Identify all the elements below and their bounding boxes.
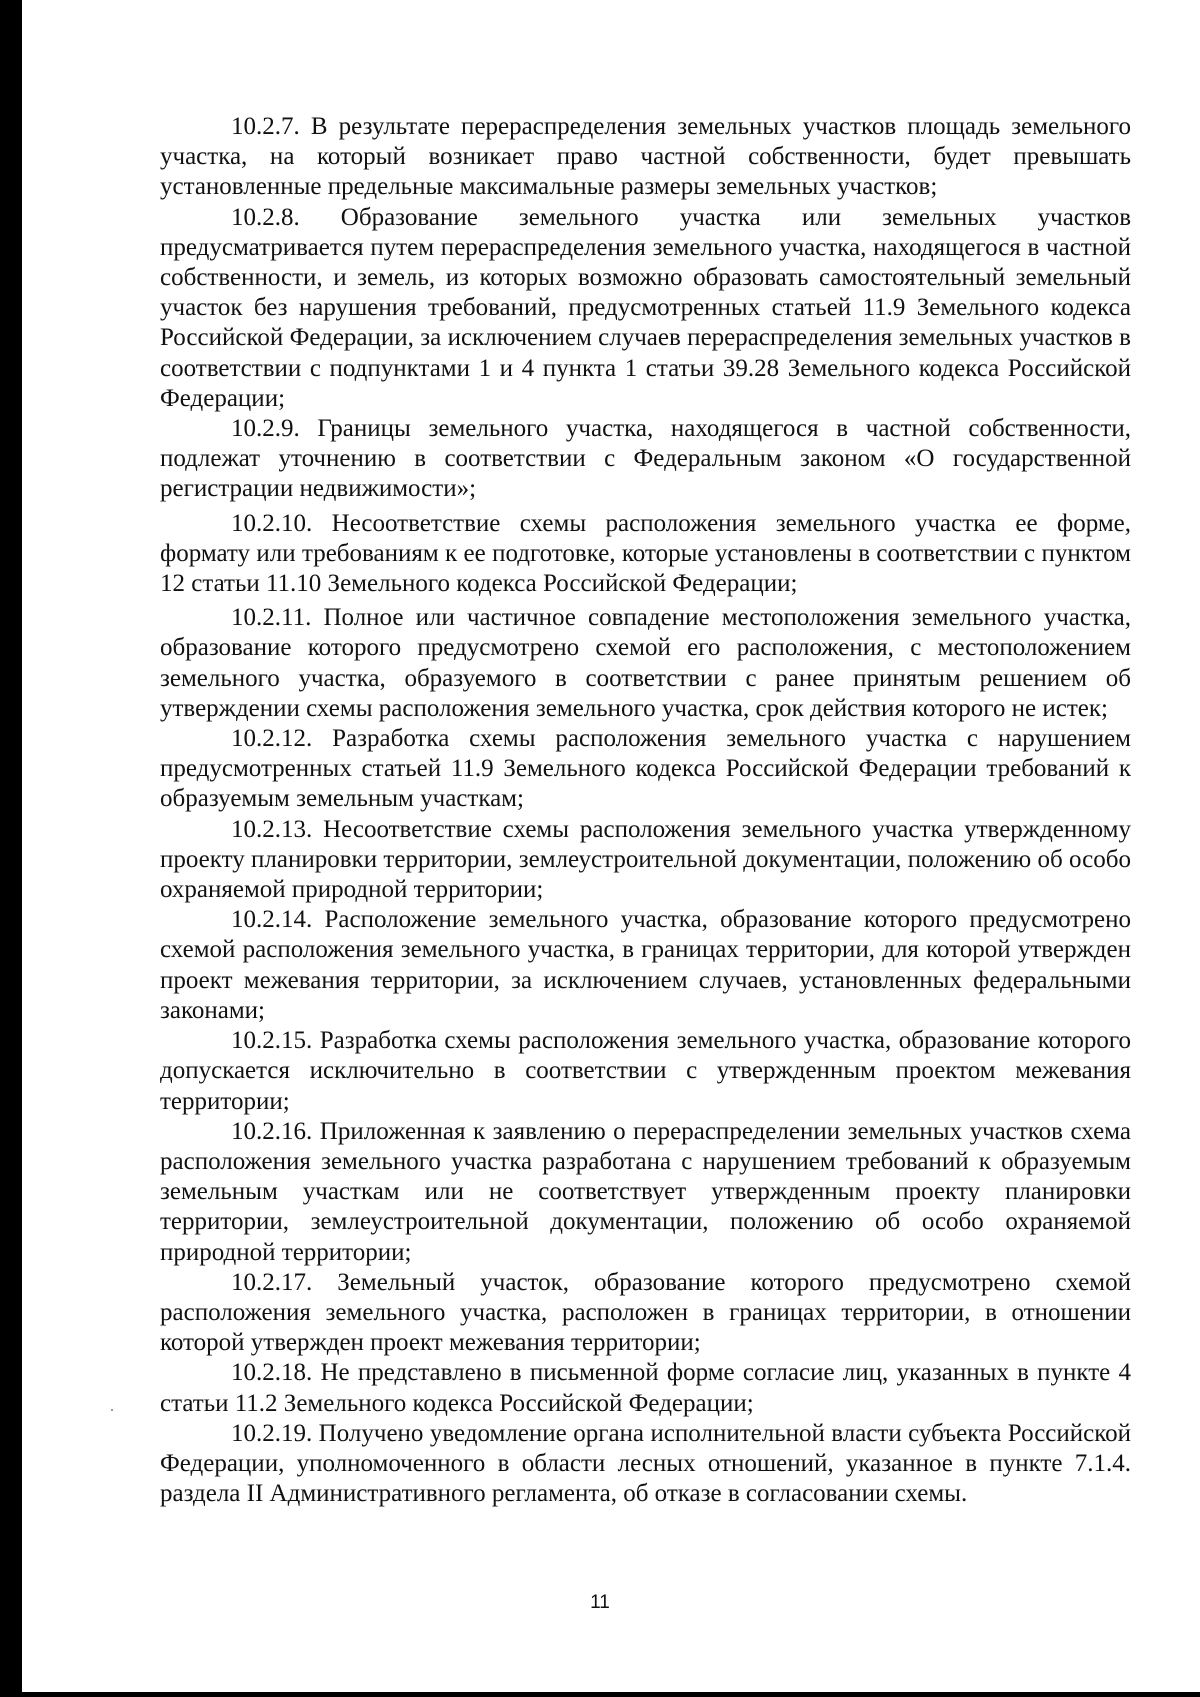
paragraph-10-2-7: 10.2.7. В результате перераспределения земельных участков площадь земельного участка, на который возникает право частной собственности, будет превышать установленные предельные максимальные размеры земельных участков;: [160, 113, 1131, 201]
paragraph-10-2-17: 10.2.17. Земельный участок, образование которого предусмотрено схемой расположения земельного участка, расположен в границах территории, в отношении которой утвержден проект межевания территории;: [160, 1268, 1131, 1357]
paragraph-10-2-13: 10.2.13. Несоответствие схемы расположения земельного участка утвержденному проекту планировки территории, землеустроительной документации, положению об особо охраняемой природной территории;: [160, 815, 1131, 904]
paragraph-10-2-16: 10.2.16. Приложенная к заявлению о перераспределении земельных участков схема расположения земельного участка разработана с нарушением требований к образуемым земельным участкам или не соответствует утвержденным проекту планировки территории, землеустроительной документации, положению об особо охраняемой природной территории;: [160, 1117, 1131, 1266]
paragraph-10-2-9: 10.2.9. Границы земельного участка, находящегося в частной собственности, подлежат уточнению в соответствии с Федеральным законом «О государственной регистрации недвижимости»;: [160, 415, 1131, 503]
scan-border-bottom: [0, 1692, 1200, 1697]
scan-speck: [111, 1409, 113, 1411]
paragraph-10-2-8: 10.2.8. Образование земельного участка или земельных участков предусматривается путем перераспределения земельного участка, находящегося в частной собственности, и земель, из которых возможно образовать самостоятельный земельный участок без нарушения требований, предусмотренных статьей 11.9 Земельного кодекса Российской Федерации, за исключением случаев перераспределения земельных участков в соответствии с подпунктами 1 и 4 пункта 1 статьи 39.28 Земельного кодекса Российской Федерации;: [160, 203, 1131, 412]
scan-border-left: [0, 0, 22, 1697]
document-body: [160, 112, 1131, 1509]
paragraph-10-2-15: 10.2.15. Разработка схемы расположения земельного участка, образование которого допускается исключительно в соответствии с утвержденным проектом межевания территории;: [160, 1027, 1131, 1115]
paragraph-10-2-11: 10.2.11. Полное или частичное совпадение местоположения земельного участка, образование которого предусмотрено схемой его расположения, с местоположением земельного участка, образуемого в соответствии с ранее принятым решением об утверждении схемы расположения земельного участка, срок действия которого не истек;: [160, 604, 1131, 722]
paragraph-10-2-14: 10.2.14. Расположение земельного участка, образование которого предусмотрено схемой расположения земельного участка, в границах территории, для которой утвержден проект межевания территории, за исключением случаев, установленных федеральными законами;: [160, 906, 1131, 1024]
paragraph-10-2-12: 10.2.12. Разработка схемы расположения земельного участка с нарушением предусмотренных статьей 11.9 Земельного кодекса Российской Федерации требований к образуемым земельным участкам;: [160, 725, 1131, 813]
page-number: 11: [590, 1592, 610, 1613]
paragraph-10-2-18: 10.2.18. Не представлено в письменной форме согласие лиц, указанных в пункте 4 статьи 11.2 Земельного кодекса Российской Федерации;: [160, 1359, 1131, 1417]
paragraph-10-2-10: 10.2.10. Несоответствие схемы расположения земельного участка ее форме, формату или требованиям к ее подготовке, которые установлены в соответствии с пунктом 12 статьи 11.10 Земельного кодекса Российской Федерации;: [160, 509, 1131, 598]
paragraph-10-2-19: 10.2.19. Получено уведомление органа исполнительной власти субъекта Российской Федерации, уполномоченного в области лесных отношений, указанное в пункте 7.1.4. раздела II Административного регламента, об отказе в согласовании схемы.: [160, 1419, 1131, 1508]
